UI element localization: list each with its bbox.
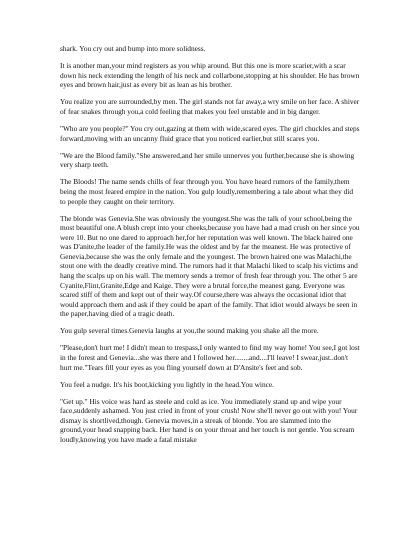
paragraph: "Get up." His voice was hard as steele and cold as ice. You immediately stand up and wipe your face,suddenly ashamed. You just cried in front of your crush! Now she'll never go out with you! Your dismay is shortlived,though. Genevia moves,in a streak of blonde. You are slammed into the ground,your head snapping back. Her hand is on your throat and her touch is not gentle. You scream loudly,knowing you have made a fatal mistake bbox=[60, 396, 358, 444]
paragraph: You realize you are surrounded,by men. The girl stands not far away,a wry smile on her face. A shiver of fear snakes through you,a cold feeling that makes you feel unstable and in big danger. bbox=[60, 97, 360, 116]
paragraph: It is another man,your mind registers as you whip around. But this one is more scarier,with a scar down his neck extending the length of his neck and collarbone,stopping at his shoulder. He has brown eyes and brown hair,just as every bit as lean as his brother. bbox=[60, 61, 360, 90]
paragraph: "Who are you people?" You cry out,gazing at them with wide,scared eyes. The girl chuckles and steps forward,moving with an uncanny fluid grace that you noticed earlier,but still scares you. bbox=[60, 124, 360, 143]
paragraph: You feel a nudge. It's his boot,kicking you lightly in the head.You wince. bbox=[60, 379, 275, 389]
paragraph: The Bloods! The name sends chills of fear through you. You have heard rumors of the family,them being the most feared empire in the nation. You gulp loudly,remembering a tale about what they did to people they caught on their territory. bbox=[60, 177, 353, 206]
story-text bbox=[60, 44, 360, 452]
paragraph: The blonde was Genevia.She was obviously the youngest.She was the talk of your school,being the most beautiful one.A blush crept into your cheeks,because you have had a mad crush on her since you were 10. But no one dared to approach her,for her reputation was well known. The black haired one was D'anite,the leader of the family.He was the oldest and by far the meanest. He was protective of Genevia,because she was the only female and the youngest. The brown haired one was Malachi,the stout one with the deadly creative mind. The rumors had it that Malachi liked to scalp his victims and hang the scalps up on his wall. The memory sends a tremor of fresh fear through you. The other 5 are Cyanite,Flint,Granite,Edge and Kaige. They were a brutal force,the meanest gang. Everyone was scared stiff of them and kept out of their way.Of course,there was always the occasional idiot that would approach them and ask if they could be apart of the family. That idiot would always be seen in the paper,having died of a tragic death. bbox=[60, 213, 360, 319]
paragraph: shark. You cry out and bump into more solidness. bbox=[60, 44, 206, 53]
paragraph: "We are the Blood family."She answered,and her smile unnerves you further,because she is showing very sharp teeth. bbox=[60, 150, 355, 170]
paragraph: You gulp several times.Genevia laughs at you,the sound making you shake all the more. bbox=[60, 326, 319, 336]
paragraph: "Please,don't hurt me! I didn't mean to trespass,I only wanted to find my way home! You see,I got lost in the forest and Genevia...she was there and I followed her........and....I'll leave! I swear,just..don't hurt me."Tears fill your eyes as you fling yourself down at D'Ansite's feet and sob. bbox=[60, 343, 360, 372]
